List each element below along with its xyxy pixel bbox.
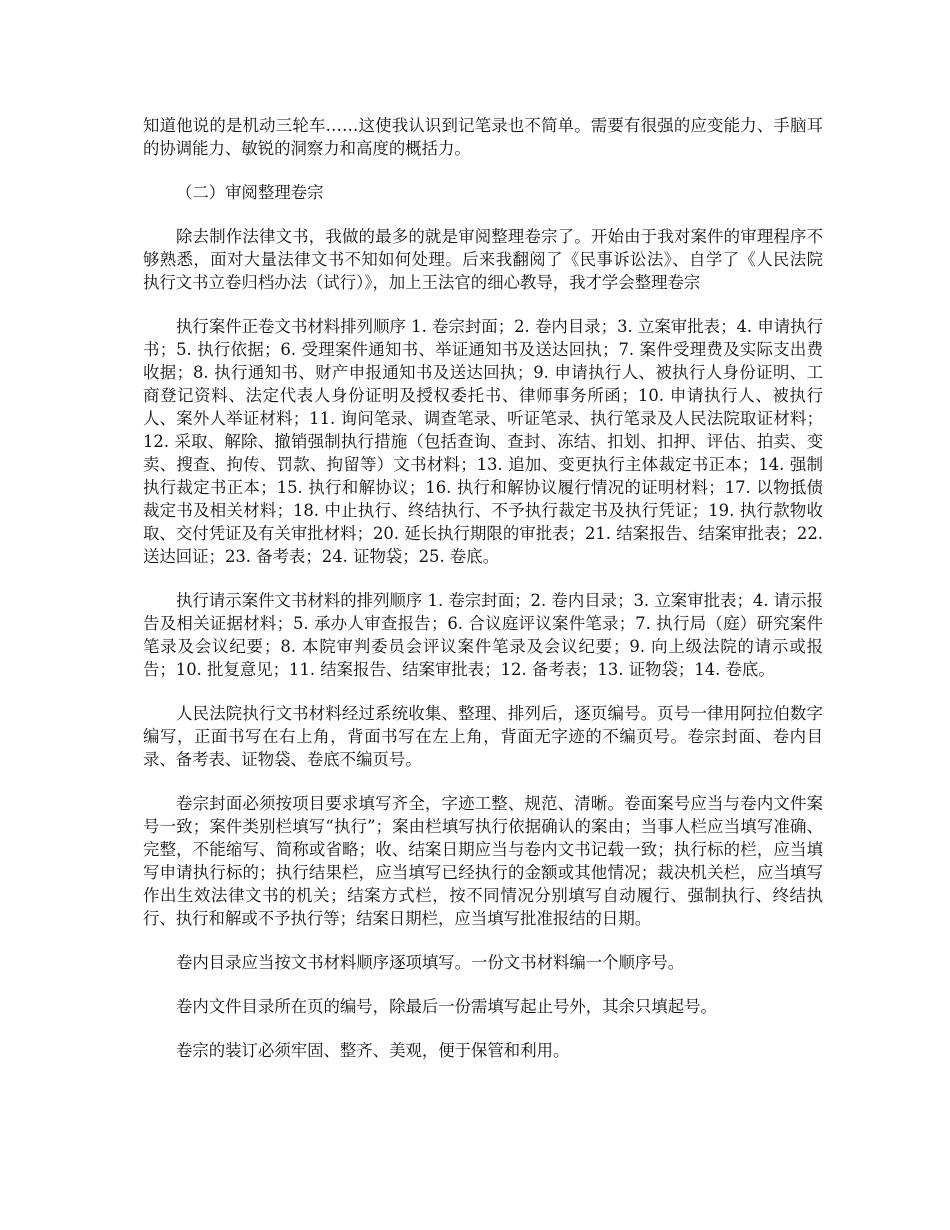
paragraph: 卷内目录应当按文书材料顺序逐项填写。一份文书材料编一个顺序号。 bbox=[176, 953, 685, 972]
paragraph: 除去制作法律文书，我做的最多的就是审阅整理卷宗了。开始由于我对案件的审理程序不够熟悉，面对大量法律文书不知如何处理。后来我翻阅了《民事诉讼法》、自学了《人民法院执行文书立卷归档办法（试行）》，加上王法官的细心教导，我才学会整理卷宗 bbox=[143, 227, 823, 292]
paragraph: 卷内文件目录所在页的编号，除最后一份需填写起止号外，其余只填起号。 bbox=[176, 997, 717, 1016]
paragraph: 人民法院执行文书材料经过系统收集、整理、排列后，逐页编号。页号一律用阿拉伯数字编写，正面书写在右上角，背面书写在左上角，背面无字迹的不编页号。卷宗封面、卷内目录、备考表、证物袋、卷底不编页号。 bbox=[143, 704, 823, 769]
paragraph: 卷宗的装订必须牢固、整齐、美观，便于保管和利用。 bbox=[176, 1041, 570, 1060]
paragraph: 执行请示案件文书材料的排列顺序 1. 卷宗封面；2. 卷内目录；3. 立案审批表；4. 请示报告及相关证据材料；5. 承办人审查报告；6. 合议庭评议案件笔录；7. 执行局（庭）研究案件笔录及会议纪要；8. 本院审判委员会评议案件笔录及会议纪要；9. 向上级法院的请示或报告；10. 批复意见；11. 结案报告、结案审批表；12. 备考表；13. 证物袋；14. 卷底。 bbox=[143, 591, 823, 679]
paragraph: 执行案件正卷文书材料排列顺序 1. 卷宗封面；2. 卷内目录；3. 立案审批表；4. 申请执行书；5. 执行依据；6. 受理案件通知书、举证通知书及送达回执；7. 案件受理费及实际支出费收据；8. 执行通知书、财产申报通知书及送达回执；9. 申请执行人、被执行人身份证明、工商登记资料、法定代表人身份证明及授权委托书、律师事务所函；10. 申请执行人、被执行人、案外人举证材料；11. 询问笔录、调查笔录、听证笔录、执行笔录及人民法院取证材料；12. 采取、解除、撤销强制执行措施（包括查询、查封、冻结、扣划、扣押、评估、拍卖、变卖、搜查、拘传、罚款、拘留等）文书材料；13. 追加、变更执行主体裁定书正本；14. 强制执行裁定书正本；15. 执行和解协议；16. 执行和解协议履行情况的证明材料；17. 以物抵债裁定书及相关材料；18. 中止执行、终结执行、不予执行裁定书及执行凭证；19. 执行款物收取、交付凭证及有关审批材料；20. 延长执行期限的审批表；21. 结案报告、结案审批表；22. 送达回证；23. 备考表；24. 证物袋；25. 卷底。 bbox=[143, 317, 823, 566]
paragraph: 卷宗封面必须按项目要求填写齐全，字迹工整、规范、清晰。卷面案号应当与卷内文件案号一致；案件类别栏填写“执行”；案由栏填写执行依据确认的案由；当事人栏应当填写准确、完整，不能缩写、简称或省略；收、结案日期应当与卷内文书记载一致；执行标的栏，应当填写申请执行标的；执行结果栏，应当填写已经执行的金额或其他情况；裁决机关栏，应当填写作出生效法律文书的机关；结案方式栏，按不同情况分别填写自动履行、强制执行、终结执行、执行和解或不予执行等；结案日期栏，应当填写批准报结的日期。 bbox=[143, 794, 823, 928]
paragraph-continued: 知道他说的是机动三轮车……这使我认识到记笔录也不简单。需要有很强的应变能力、手脑耳的协调能力、敏锐的洞察力和高度的概括力。 bbox=[143, 116, 823, 158]
section-heading: （二）审阅整理卷宗 bbox=[176, 183, 324, 202]
document-page bbox=[143, 114, 823, 1083]
